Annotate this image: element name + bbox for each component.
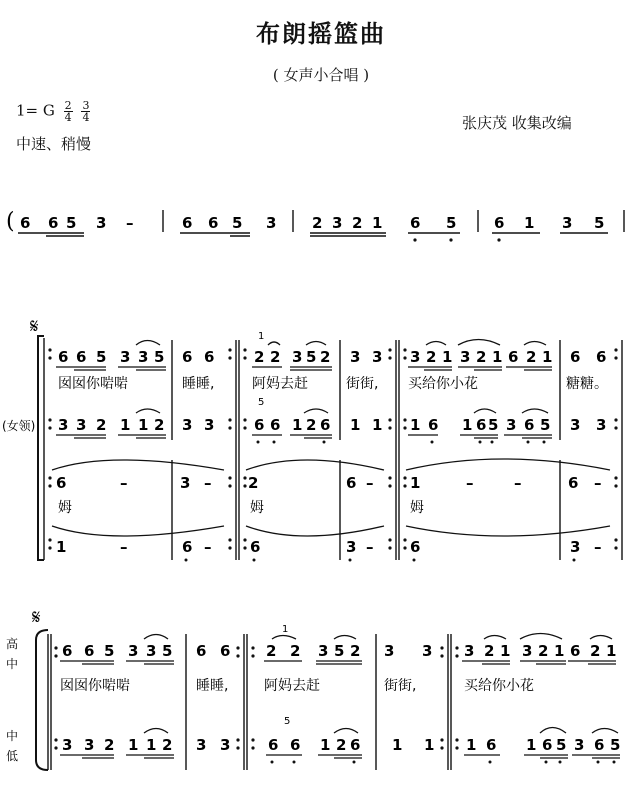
system-1-alto-dots [257,441,546,444]
svg-text:1: 1 [146,736,157,754]
svg-text:1: 1 [462,416,473,434]
svg-text:6: 6 [410,538,421,556]
svg-text:5: 5 [556,736,567,754]
svg-text:1: 1 [554,642,565,660]
svg-text:1: 1 [320,736,331,754]
svg-text:3: 3 [318,642,329,660]
svg-text:3: 3 [350,348,361,366]
intro-line [6,209,624,242]
svg-text:3: 3 [128,642,139,660]
svg-text:6: 6 [410,214,421,232]
svg-text:6: 6 [346,474,357,492]
svg-text:3: 3 [346,538,357,556]
svg-text:6: 6 [76,348,87,366]
svg-text:5: 5 [334,642,345,660]
svg-text:1: 1 [410,474,421,492]
svg-text:姆: 姆 [250,500,264,516]
svg-text:阿妈去赶: 阿妈去赶 [264,678,320,694]
svg-text:2: 2 [320,348,331,366]
svg-text:3: 3 [266,214,277,232]
svg-text:糖糖。: 糖糖。 [566,376,608,392]
svg-text:2: 2 [538,642,549,660]
svg-text:5: 5 [162,642,173,660]
svg-text:1: 1 [424,736,435,754]
svg-text:2: 2 [270,348,281,366]
svg-text:5: 5 [610,736,621,754]
svg-text:6: 6 [476,416,487,434]
svg-text:1: 1 [120,416,131,434]
svg-text:2: 2 [350,642,361,660]
svg-text:6: 6 [596,348,607,366]
svg-text:–: – [594,474,602,492]
svg-text:–: – [204,474,212,492]
svg-text:睡睡,: 睡睡, [182,376,215,392]
svg-text:3: 3 [410,348,421,366]
svg-text:6: 6 [56,474,67,492]
svg-text:6: 6 [58,348,69,366]
svg-text:6: 6 [182,214,193,232]
svg-text:6: 6 [568,474,579,492]
svg-text:2: 2 [248,474,259,492]
svg-text:–: – [366,538,374,556]
svg-text:5: 5 [446,214,457,232]
svg-text:街街,: 街街, [384,678,417,694]
part-labels [6,636,18,763]
svg-text:6: 6 [182,538,193,556]
system-1 [2,314,622,562]
svg-text:6: 6 [62,642,73,660]
svg-text:–: – [204,538,212,556]
svg-text:5: 5 [96,348,107,366]
svg-text:中: 中 [6,657,19,671]
system-2-melody [62,642,616,660]
composer-credit: 张庆茂 收集改编 [462,114,572,132]
svg-text:6: 6 [542,736,553,754]
svg-text:1: 1 [128,736,139,754]
intro-paren: ( [6,209,15,234]
segno-symbol-2: 𝄋 [32,605,41,629]
svg-text:姆: 姆 [410,500,424,516]
system-1-hum-dots [185,559,576,562]
svg-text:2: 2 [336,736,347,754]
svg-text:3: 3 [58,416,69,434]
key-text: 1= G [16,101,55,120]
voice-label: (女领) [2,419,36,433]
svg-text:3: 3 [596,416,607,434]
svg-text:3: 3 [182,416,193,434]
svg-text:5: 5 [306,348,317,366]
system-1-melody [58,348,606,366]
svg-text:5: 5 [594,214,605,232]
svg-text:5: 5 [232,214,243,232]
svg-text:1: 1 [138,416,149,434]
time-signature-2: $\frac{3}{4}$ [82,99,90,124]
svg-text:3: 3 [220,736,231,754]
svg-text:5: 5 [104,642,115,660]
svg-text:3: 3 [204,416,215,434]
svg-text:1: 1 [372,416,383,434]
svg-text:姆: 姆 [58,500,72,516]
svg-text:2: 2 [266,642,277,660]
svg-text:6: 6 [268,736,279,754]
svg-text:2: 2 [254,348,265,366]
svg-text:6: 6 [570,348,581,366]
system-2-lower-dots [271,761,616,764]
svg-text:3: 3 [562,214,573,232]
time-signature-1: $\frac{2}{4}$ [64,99,72,124]
svg-text:3: 3 [120,348,131,366]
grace-note-3: 1 [282,624,289,635]
svg-text:1: 1 [410,416,421,434]
svg-text:6: 6 [290,736,301,754]
svg-text:3: 3 [332,214,343,232]
system-1-hum-lyrics [58,500,424,516]
grace-note-1: 1 [258,331,265,342]
svg-text:3: 3 [84,736,95,754]
svg-text:3: 3 [574,736,585,754]
system-2-lyrics [60,677,534,694]
svg-text:1: 1 [466,736,477,754]
svg-text:3: 3 [62,736,73,754]
svg-text:–: – [466,474,474,492]
grace-note-2: 5 [258,397,265,408]
svg-text:3: 3 [464,642,475,660]
repeat-dots-1 [48,348,617,549]
svg-text:3: 3 [506,416,517,434]
svg-text:2: 2 [352,214,363,232]
svg-text:6: 6 [428,416,439,434]
tempo-marking: 中速、稍慢 [16,135,92,153]
svg-text:1: 1 [524,214,535,232]
svg-text:–: – [126,214,134,232]
segno-symbol: 𝄋 [30,314,39,338]
system-bracket [38,336,44,560]
svg-text:1: 1 [442,348,453,366]
svg-text:2: 2 [526,348,537,366]
svg-text:阿妈去赶: 阿妈去赶 [252,376,308,392]
svg-text:1: 1 [392,736,403,754]
svg-text:3: 3 [180,474,191,492]
svg-text:5: 5 [66,214,77,232]
song-title: 布朗摇篮曲 [256,20,386,48]
svg-text:3: 3 [138,348,149,366]
svg-text:2: 2 [96,416,107,434]
svg-text:2: 2 [154,416,165,434]
grace-note-4: 5 [284,716,291,727]
system-1-hum-ties [52,459,610,536]
svg-text:6: 6 [508,348,519,366]
svg-text:3: 3 [96,214,107,232]
svg-text:1: 1 [606,642,617,660]
svg-text:1: 1 [350,416,361,434]
svg-text:2: 2 [476,348,487,366]
svg-text:买给你小花: 买给你小花 [464,678,534,694]
system-2 [6,605,620,770]
svg-text:1: 1 [492,348,503,366]
intro-notes [20,214,604,232]
svg-text:3: 3 [372,348,383,366]
system-1-hum-bottom [56,538,602,556]
svg-text:6: 6 [208,214,219,232]
svg-text:6: 6 [84,642,95,660]
svg-text:买给你小花: 买给你小花 [408,376,478,392]
system-1-hum-top [56,474,602,492]
svg-text:3: 3 [76,416,87,434]
svg-text:2: 2 [290,642,301,660]
system-1-lyrics [58,375,608,392]
svg-text:6: 6 [570,642,581,660]
svg-text:–: – [514,474,522,492]
system-2-lower [62,736,620,754]
svg-text:6: 6 [350,736,361,754]
svg-text:街街,: 街街, [346,376,379,392]
svg-text:–: – [120,538,128,556]
svg-text:6: 6 [270,416,281,434]
svg-text:2: 2 [590,642,601,660]
svg-text:–: – [594,538,602,556]
svg-text:2: 2 [484,642,495,660]
svg-text:1: 1 [500,642,511,660]
svg-text:3: 3 [522,642,533,660]
svg-text:2: 2 [426,348,437,366]
system-1-barlines [44,338,622,560]
svg-text:6: 6 [594,736,605,754]
svg-text:–: – [120,474,128,492]
intro-beams [18,233,608,236]
svg-text:1: 1 [372,214,383,232]
svg-text:睡睡,: 睡睡, [196,678,229,694]
svg-text:5: 5 [154,348,165,366]
repeat-dots-2 [54,646,458,749]
svg-text:囡囡你啱啱: 囡囡你啱啱 [60,678,130,694]
svg-text:2: 2 [312,214,323,232]
svg-text:6: 6 [48,214,59,232]
svg-text:2: 2 [306,416,317,434]
svg-text:囡囡你啱啱: 囡囡你啱啱 [58,376,128,392]
svg-text:6: 6 [494,214,505,232]
svg-text:6: 6 [254,416,265,434]
system-1-alto [58,416,606,434]
svg-text:1: 1 [56,538,67,556]
svg-text:6: 6 [182,348,193,366]
svg-text:6: 6 [320,416,331,434]
svg-text:6: 6 [196,642,207,660]
svg-text:3: 3 [570,416,581,434]
svg-text:2: 2 [162,736,173,754]
svg-text:5: 5 [488,416,499,434]
svg-text:3: 3 [292,348,303,366]
svg-text:高: 高 [6,637,19,651]
svg-text:6: 6 [250,538,261,556]
svg-text:6: 6 [486,736,497,754]
svg-text:–: – [366,474,374,492]
svg-text:5: 5 [540,416,551,434]
svg-text:2: 2 [104,736,115,754]
intro-dots [413,238,500,241]
svg-text:3: 3 [422,642,433,660]
svg-text:3: 3 [196,736,207,754]
svg-text:3: 3 [570,538,581,556]
svg-text:6: 6 [524,416,535,434]
svg-text:低: 低 [6,749,19,763]
svg-text:1: 1 [526,736,537,754]
svg-text:中: 中 [6,729,19,743]
svg-text:3: 3 [460,348,471,366]
song-subtitle: ( 女声小合唱 ) [272,66,370,84]
svg-text:1: 1 [542,348,553,366]
svg-text:6: 6 [20,214,31,232]
svg-text:6: 6 [204,348,215,366]
svg-text:1: 1 [292,416,303,434]
svg-text:3: 3 [146,642,157,660]
svg-text:6: 6 [220,642,231,660]
system-2-bracket [36,630,48,770]
svg-text:3: 3 [384,642,395,660]
